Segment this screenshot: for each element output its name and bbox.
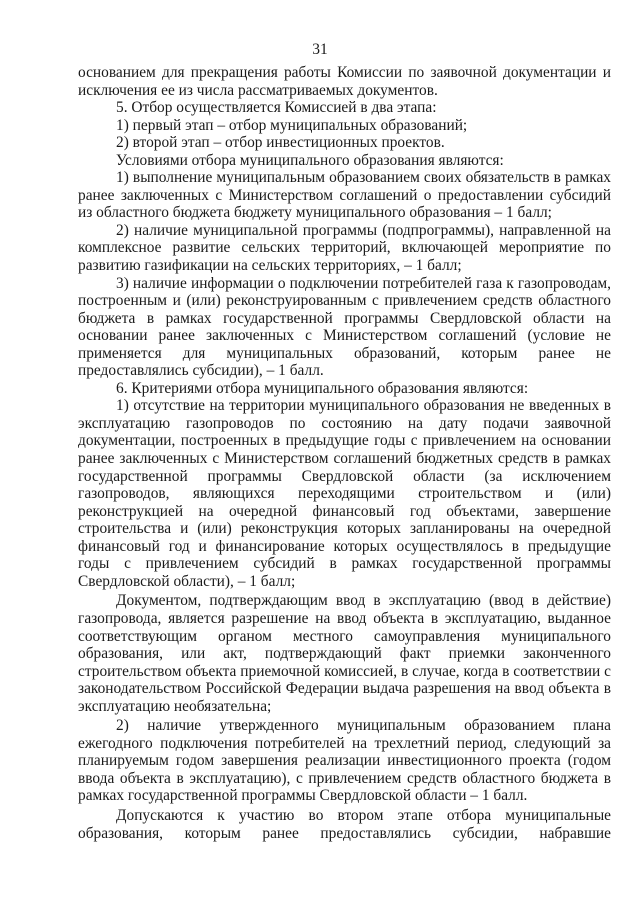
paragraph-selection-stages: 5. Отбор осуществляется Комиссией в два этапа: xyxy=(116,99,437,117)
paragraph-commissioning-document: Документом, подтверждающим ввод в эксплуатацию (ввод в действие) газопровода, является разрешение на ввод объекта в эксплуатацию, выданное соответствующим органом местного самоуправления муниципального образования, или акт, подтверждающий факт приемки законченного строительством объекта приемочной комиссией, в случае, когда в соответствии с законодательством Российской Федерации выдача разрешения на ввод объекта в эксплуатацию необязательна; xyxy=(78,592,611,715)
paragraph-condition-1: 1) выполнение муниципальным образованием своих обязательств в рамках ранее заключенных с Министерством соглашений о предоставлении субсидий из областного бюджета бюджету муниципального образования – 1 балл; xyxy=(78,169,611,222)
paragraph-condition-3: 3) наличие информации о подключении потребителей газа к газопроводам, построенным и (или) реконструированным с привлечением средств областного бюджета в рамках государственной программы Свердловской области на основании ранее заключенных с Министерством соглашений (условие не применяется для муниципальных образований, которым ранее не предоставлялись субсидии), – 1 балл. xyxy=(78,274,611,380)
paragraph-commission-termination: основанием для прекращения работы Комиссии по заявочной документации и исключения ее из числа рассматриваемых документов. xyxy=(78,64,611,99)
paragraph-criteria-heading: 6. Критериями отбора муниципального образования являются: xyxy=(116,379,529,397)
paragraph-stage-one: 1) первый этап – отбор муниципальных образований; xyxy=(116,116,468,134)
paragraph-condition-2: 2) наличие муниципальной программы (подпрограммы), направленной на комплексное развитие сельских территорий, включающей мероприятие по развитию газификации на сельских территориях, – 1 балл; xyxy=(78,221,611,275)
document-body xyxy=(78,64,611,842)
paragraph-criterion-1: 1) отсутствие на территории муниципального образования не введенных в эксплуатацию газопроводов по состоянию на дату подачи заявочной документации, построенных в предыдущие годы с привлечением на основании ранее заключенных с Министерством соглашений бюджетных средств в рамках государственной программы Свердловской области (за исключением газопроводов, являющихся переходящими строительством и (или) реконструкцией на очередной финансовый год объектами, завершение строительства и (или) реконструкция которых запланированы на очередной финансовый год и финансирование которых осуществлялось в предыдущие годы с привлечением субсидий в рамках государственной программы Свердловской области), – 1 балл; xyxy=(78,397,611,590)
page-number: 31 xyxy=(312,41,328,58)
paragraph-criterion-2: 2) наличие утвержденного муниципальным образованием плана ежегодного подключения потребителей на трехлетний период, следующий за планируемым годом завершения реализации инвестиционного проекта (годом ввода объекта в эксплуатацию), с привлечением средств областного бюджета в рамках государственной программы Свердловской области – 1 балл. xyxy=(78,717,611,805)
paragraph-second-stage-admission: Допускаются к участию во втором этапе отбора муниципальные образования, которым ранее предоставлялись субсидии, набравшие xyxy=(78,806,611,842)
paragraph-stage-two: 2) второй этап – отбор инвестиционных проектов. xyxy=(116,134,445,152)
paragraph-conditions-heading: Условиями отбора муниципального образования являются: xyxy=(116,151,504,169)
